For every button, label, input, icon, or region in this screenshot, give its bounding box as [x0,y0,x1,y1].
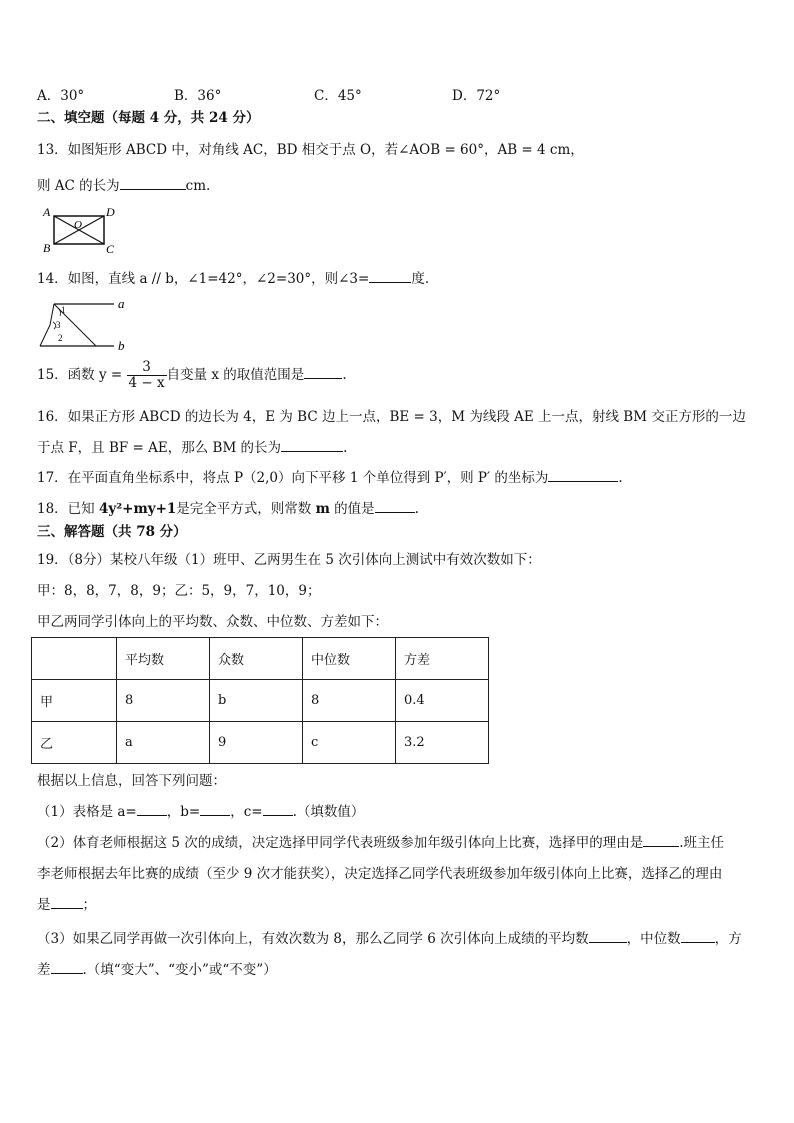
p1-post: .（填数值） [292,804,365,820]
section-heading-solutions: 三、解答题（共 78 分） [37,524,187,540]
label-c: C [106,242,115,256]
p1-c: ，c= [230,804,263,820]
fraction [127,360,167,391]
p2-line3-post: ； [82,897,96,913]
q19-part3-line1 [37,930,742,948]
q18-expression: 4y²+my+1 [98,501,177,517]
answer-blank[interactable] [304,366,342,379]
option-a: A．30° [37,88,85,104]
option-b: B．36° [174,88,222,104]
q16-prompt: 于点 F，且 BF = AE，那么 BM 的长为 [37,440,282,456]
stats-table [31,637,489,764]
p2-line3-pre: 是 [37,897,51,913]
q18-text: 18．已知 4y²+my+1是完全平方式，则常数 m 的值是 . [37,501,419,517]
q17-prompt: 17．在平面直角坐标系中，将点 P（2,0）向下平移 1 个单位得到 P′，则 P′ 的坐标为 [37,470,549,486]
line-b-label: b [118,338,125,352]
answer-blank[interactable] [548,469,618,482]
table-cell: 3.2 [396,722,489,764]
table-cell [32,638,117,680]
q14-prompt: 14．如图，直线 a // b，∠1=42°，∠2=30°，则∠3= [37,271,370,287]
angle-2-label: 2 [58,333,63,343]
table-header-row [32,638,489,680]
p1-prompt: （1）表格是 a= [37,804,137,820]
q19-part2-line2: 李老师根据去年比赛的成绩（至少 9 次才能获奖），决定选择乙同学代表班级参加年级引体向上比赛，选择乙的理由 [37,866,723,882]
option-c: C．45° [314,88,362,104]
label-b: B [43,241,51,255]
q19-part2-line3 [37,896,96,914]
q16-line1: 16．如果正方形 ABCD 的边长为 4，E 为 BC 边上一点，BE = 3，M 为线段 AE 上一点，射线 BM 交正方形的一边 [37,409,746,425]
line-a-label: a [118,296,125,311]
answer-blank[interactable] [120,177,186,190]
q19-line2: 甲：8，8，7，8，9；乙：5，9，7，10，9； [37,583,321,599]
q13-prompt: 则 AC 的长为 [37,178,120,194]
answer-blank[interactable] [375,500,415,513]
q15-text: 15．函数 y = $\frac{3}{4 - x}$ 自变量 x 的取值范围是 . [37,359,347,391]
table-row [32,722,489,764]
q15-prompt: 15．函数 y = [37,367,123,383]
answer-blank[interactable] [263,803,293,816]
answer-blank[interactable] [281,439,343,452]
q18-var: m [315,501,330,517]
p2-post: .班主任 [679,835,725,851]
table-row [32,680,489,722]
label-o: O [74,219,82,231]
answer-blank[interactable] [200,803,230,816]
q19-part2-line1 [37,834,724,852]
answer-blank[interactable] [137,803,167,816]
q16-line2: 于点 F，且 BF = AE，那么 BM 的长为 . [37,440,348,456]
table-cell: 方差 [396,638,489,680]
table-cell: 中位数 [303,638,396,680]
p3-line2-pre: 差 [37,962,51,978]
q13-answer-line [37,177,210,195]
q19-part1 [37,803,364,821]
answer-blank[interactable] [589,930,627,943]
table-cell: c [303,722,396,764]
parallel-lines-figure [36,294,136,352]
table-cell: 平均数 [117,638,210,680]
table-cell: b [210,680,303,722]
table-cell: 0.4 [396,680,489,722]
p3-line2-post: .（填“变大”、“变小”或“不变”） [82,962,277,978]
answer-blank[interactable] [369,270,411,283]
q19-part3-line2 [37,961,277,979]
table-cell: 9 [210,722,303,764]
fraction-denominator: 4 − x [128,375,165,391]
q18-post: 的值是 [334,501,375,517]
rectangle-figure [40,204,120,256]
q18-mid: 是完全平方式，则常数 [176,501,312,517]
p3-mid1: ，中位数 [626,931,681,947]
p3-mid2: ，方 [714,931,742,947]
answer-blank[interactable] [681,930,715,943]
answer-blank[interactable] [51,961,83,974]
q13-text: 13．如图矩形 ABCD 中，对角线 AC，BD 相交于点 O，若∠AOB = 60°，AB = 4 cm， [37,142,584,158]
angle-1-label: 1 [61,305,66,315]
p2-prompt: （2）体育老师根据这 5 次的成绩，决定选择甲同学代表班级参加年级引体向上比赛，选择甲的理由是 [37,835,644,851]
table-cell: a [117,722,210,764]
angle-3-label: 3 [56,320,61,330]
fraction-numerator: 3 [127,360,167,376]
table-cell: 乙 [32,722,117,764]
section-heading-fill-in: 二、填空题（每题 4 分，共 24 分） [37,110,260,126]
p1-b: ，b= [166,804,201,820]
p3-prompt: （3）如果乙同学再做一次引体向上，有效次数为 8，那么乙同学 6 次引体向上成绩的平均数 [37,931,589,947]
label-d: D [106,205,115,219]
q14-unit: 度. [411,271,430,287]
label-a: A [43,205,51,219]
table-cell: 众数 [210,638,303,680]
table-cell: 甲 [32,680,117,722]
q13-unit: cm. [185,178,211,194]
q18-prompt: 18．已知 [37,501,95,517]
answer-blank[interactable] [51,896,83,909]
q14-text [37,270,429,288]
table-cell: 8 [303,680,396,722]
option-d: D．72° [452,88,501,104]
q19-line1: 19．（8分）某校八年级（1）班甲、乙两男生在 5 次引体向上测试中有效次数如下： [37,552,541,568]
q17-text: 17．在平面直角坐标系中，将点 P（2,0）向下平移 1 个单位得到 P′，则 P′ 的坐标为 . [37,470,623,486]
q15-rest: 自变量 x 的取值范围是 [166,367,305,383]
q19-after-table: 根据以上信息，回答下列问题： [37,773,226,789]
table-cell: 8 [117,680,210,722]
q19-line3: 甲乙两同学引体向上的平均数、众数、中位数、方差如下： [37,614,388,630]
answer-blank[interactable] [643,834,679,847]
